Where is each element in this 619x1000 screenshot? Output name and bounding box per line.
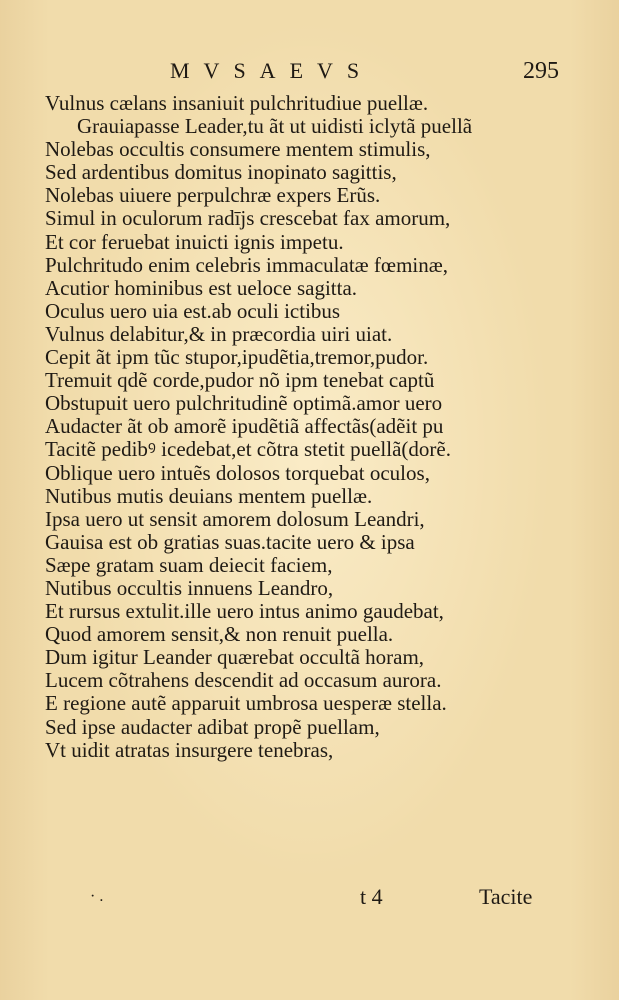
text-line: Oblique uero intuẽs dolosos torquebat oculos,	[45, 460, 430, 485]
text-line: Quod amorem sensit,& non renuit puella.	[45, 622, 394, 647]
text-line: Dum igitur Leander quærebat occultã horam,	[45, 645, 425, 670]
text-line: Nutibus occultis innuens Leandro,	[45, 575, 334, 600]
text-line: Gauisa est ob gratias suas.tacite uero & ipsa	[45, 529, 415, 554]
text-line: Nutibus mutis deuians mentem puellæ.	[45, 483, 373, 508]
text-line: Obstupuit uero pulchritudinẽ optimã.amor uero	[45, 391, 443, 416]
text-line: Grauiapasse Leader,tu ãt ut uidisti iclytã puellã	[77, 114, 473, 139]
text-line: Acutior hominibus est ueloce sagitta.	[45, 275, 358, 300]
text-line: Sed ardentibus domitus inopinato sagittis,	[45, 160, 397, 185]
printer-mark: · .	[90, 888, 104, 905]
text-line: Audacter ãt ob amorẽ ipudẽtiã affectãs(adẽit pu	[45, 414, 444, 439]
text-line: Sæpe gratam suam deiecit faciem,	[45, 552, 333, 577]
text-line: Et rursus extulit.ille uero intus animo gaudebat,	[45, 599, 444, 624]
text-line: Nolebas occultis consumere mentem stimulis,	[45, 137, 431, 162]
text-line: Vulnus delabitur,& in præcordia uiri uiat.	[45, 321, 393, 346]
text-line: Tacitẽ pedibꝰ icedebat,et cõtra stetit puellã(dorẽ.	[45, 437, 451, 462]
text-line: Lucem cõtrahens descendit ad occasum aurora.	[45, 668, 442, 693]
text-line: Pulchritudo enim celebris immaculatæ fœminæ,	[45, 252, 449, 277]
catchword: Tacite	[479, 884, 533, 909]
running-head: MVSAEVS	[170, 58, 374, 83]
page-number: 295	[523, 58, 559, 84]
text-line: Et cor feruebat inuicti ignis impetu.	[45, 229, 344, 254]
text-line: Ipsa uero ut sensit amorem dolosum Leandri,	[45, 506, 425, 531]
signature-mark: t 4	[360, 884, 383, 909]
text-line: E regione autẽ apparuit umbrosa uesperæ stella.	[45, 691, 447, 716]
poem-text	[45, 92, 585, 762]
text-line: Sed ipse audacter adibat propẽ puellam,	[45, 714, 380, 739]
text-line: Cepit ãt ipm tũc stupor,ipudẽtia,tremor,pudor.	[45, 345, 429, 370]
page-header	[0, 58, 619, 88]
text-line: Oculus uero uia est.ab oculi ictibus	[45, 298, 341, 323]
text-line: Vulnus cælans insaniuit pulchritudiue puellæ.	[45, 91, 429, 115]
text-line: Simul in oculorum radījs crescebat fax amorum,	[45, 206, 451, 231]
text-line: Tremuit qdẽ corde,pudor nõ ipm tenebat captũ	[45, 368, 435, 393]
page-footer	[0, 884, 619, 914]
text-line: Nolebas uiuere perpulchræ expers Erũs.	[45, 183, 381, 208]
text-line: Vt uidit atratas insurgere tenebras,	[45, 737, 334, 762]
